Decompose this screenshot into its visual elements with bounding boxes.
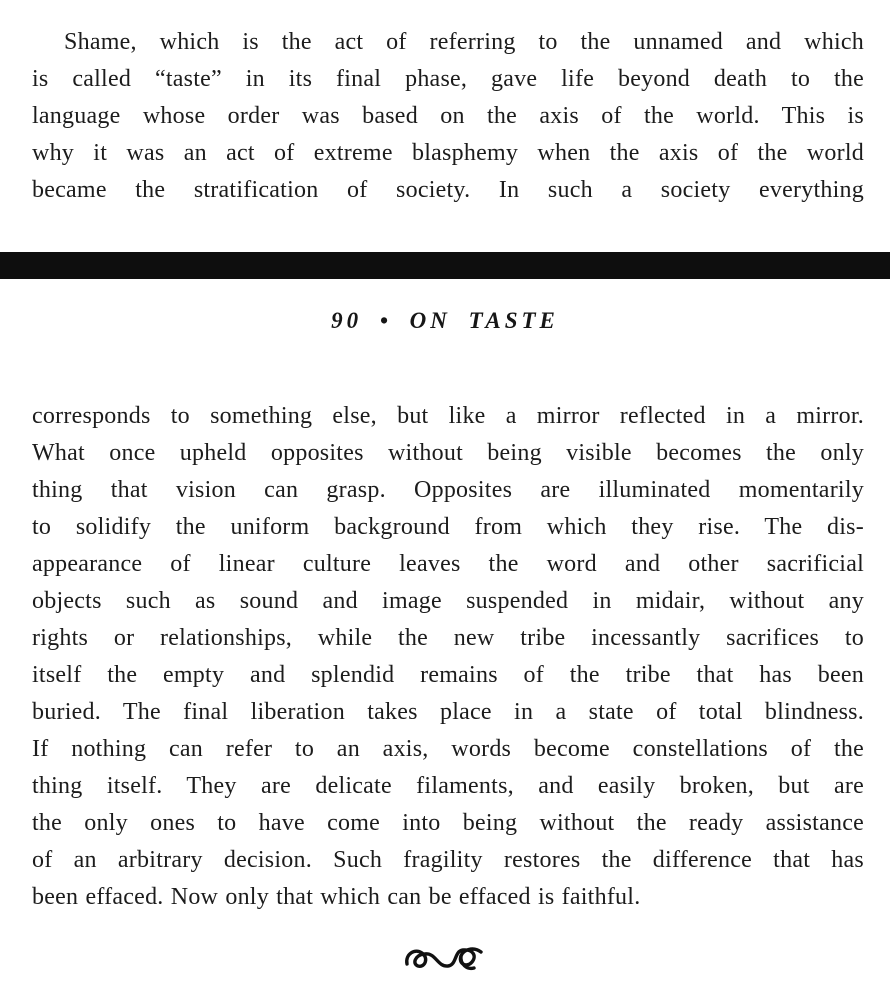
text-line: itself the empty and splendid remains of the tribe that has been [32, 662, 864, 688]
text-line: to solidify the uniform background from which they rise. The dis- [32, 514, 864, 540]
previous-page-text [32, 24, 864, 209]
text-line: What once upheld opposites without being visible becomes the only [32, 440, 864, 466]
current-page-paragraph [32, 398, 864, 916]
text-line: objects such as sound and image suspended in midair, without any [32, 588, 864, 614]
text-line: corresponds to something else, but like a mirror reflected in a mirror. [32, 403, 864, 429]
text-line: appearance of linear culture leaves the word and other sacrificial [32, 551, 864, 577]
current-page-text [32, 398, 864, 916]
text-line: buried. The final liberation takes place in a state of total blindness. [32, 699, 864, 725]
fleuron-ornament-icon [0, 938, 890, 983]
running-head: 90 • ON TASTE [331, 308, 559, 333]
text-line: became the stratification of society. In such a society everything [32, 177, 864, 203]
text-line: is called “taste” in its final phase, gave life beyond death to the [32, 66, 864, 92]
text-line: been effaced. Now only that which can be effaced is faithful. [32, 884, 641, 910]
text-line: If nothing can refer to an axis, words become constellations of the [32, 736, 864, 762]
text-line: thing that vision can grasp. Opposites are illuminated momentarily [32, 477, 864, 503]
text-line: why it was an act of extreme blasphemy when the axis of the world [32, 140, 864, 166]
text-line: rights or relationships, while the new tribe incessantly sacrifices to [32, 625, 864, 651]
text-line: the only ones to have come into being without the ready assistance [32, 810, 864, 836]
text-line: language whose order was based on the axis of the world. This is [32, 103, 864, 129]
previous-page-paragraph [32, 24, 864, 209]
text-line: thing itself. They are delicate filaments, and easily broken, but are [32, 773, 864, 799]
text-line: Shame, which is the act of referring to the unnamed and which [64, 29, 864, 55]
page-divider-bar [0, 252, 890, 279]
text-line: of an arbitrary decision. Such fragility restores the difference that has [32, 847, 864, 873]
